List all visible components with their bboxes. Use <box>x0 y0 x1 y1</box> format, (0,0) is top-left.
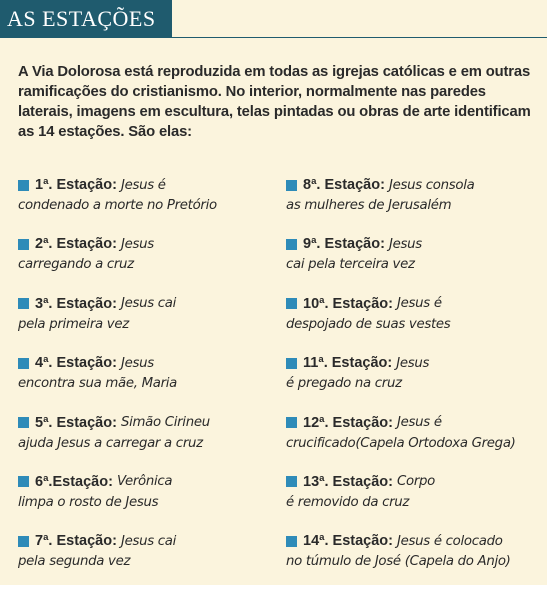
bullet-square-icon <box>18 417 29 428</box>
page-title: AS ESTAÇÕES <box>7 6 156 31</box>
station-description-cont: é removido da cruz <box>286 494 410 510</box>
station-item-6 <box>18 471 283 530</box>
station-label: 1ª. Estação: <box>35 177 117 193</box>
bullet-square-icon <box>286 417 297 428</box>
intro-paragraph: A Via Dolorosa está reproduzida em todas as igrejas católicas e em outras ramificações do cristianismo. No interior, normalmente nas paredes laterais, imagens em escultura, telas pintadas ou obras de arte identificam as 14 estações. São elas: <box>18 64 531 140</box>
station-description-cont: pela primeira vez <box>18 316 129 332</box>
station-description: Corpo <box>397 474 435 490</box>
station-description-cont: no túmulo de José (Capela do Anjo) <box>286 554 511 570</box>
station-label: 9ª. Estação: <box>303 236 385 253</box>
station-description-cont: cai pela terceira vez <box>286 257 415 273</box>
station-label: 7ª. Estação: <box>35 533 117 550</box>
header-bar <box>0 0 172 38</box>
station-description: Jesus é <box>120 177 166 193</box>
stations-right-column <box>286 174 544 590</box>
station-description: Jesus é <box>397 415 442 431</box>
station-description-cont: crucificado(Capela Ortodoxa Grega) <box>286 435 516 451</box>
bullet-square-icon <box>18 536 29 547</box>
bullet-square-icon <box>286 239 297 250</box>
station-item-9 <box>286 233 544 292</box>
station-item-12 <box>286 412 544 471</box>
station-description: Jesus <box>120 355 154 371</box>
station-item-14 <box>286 530 544 589</box>
bullet-square-icon <box>18 239 29 250</box>
bullet-square-icon <box>286 536 297 547</box>
station-item-5 <box>18 412 283 471</box>
station-item-1 <box>18 174 283 233</box>
station-label: 6ª.Estação: <box>35 473 113 490</box>
bullet-square-icon <box>18 476 29 487</box>
station-label: 13ª. Estação: <box>303 473 393 490</box>
station-description: Jesus é <box>397 296 442 312</box>
station-label: 3ª. Estação: <box>35 295 117 312</box>
station-label: 12ª. Estação: <box>303 414 393 431</box>
station-label: 10ª. Estação: <box>303 295 393 312</box>
station-description: Jesus <box>396 355 430 371</box>
station-item-8 <box>286 174 544 233</box>
station-description: Verônica <box>116 474 173 490</box>
station-description-cont: encontra sua mãe, Maria <box>18 376 178 392</box>
stations-left-column <box>18 174 283 590</box>
bullet-square-icon <box>286 476 297 487</box>
station-item-3 <box>18 293 283 352</box>
station-description-cont: as mulheres de Jerusalém <box>286 198 452 213</box>
station-item-7 <box>18 530 283 589</box>
station-description: Jesus <box>388 236 422 252</box>
station-description-cont: carregando a cruz <box>18 257 134 273</box>
station-description: Jesus cai <box>120 533 177 549</box>
station-description: Jesus é colocado <box>397 533 503 549</box>
station-description-cont: despojado de suas vestes <box>286 316 451 332</box>
station-label: 11ª. Estação: <box>303 355 393 372</box>
station-description: Jesus consola <box>388 177 475 193</box>
station-description-cont: limpa o rosto de Jesus <box>18 494 159 510</box>
station-description: Jesus cai <box>120 296 177 312</box>
bullet-square-icon <box>286 298 297 309</box>
station-label: 8ª. Estação: <box>303 177 385 193</box>
station-description-cont: ajuda Jesus a carregar a cruz <box>18 435 203 451</box>
bullet-square-icon <box>18 180 29 191</box>
station-description-cont: condenado a morte no Pretório <box>18 198 217 213</box>
station-item-2 <box>18 233 283 292</box>
bullet-square-icon <box>18 298 29 309</box>
station-description: Jesus <box>120 236 154 252</box>
station-item-11 <box>286 352 544 411</box>
bullet-square-icon <box>286 180 297 191</box>
station-label: 4ª. Estação: <box>35 355 117 372</box>
station-label: 5ª. Estação: <box>35 414 117 431</box>
station-item-13 <box>286 471 544 530</box>
station-label: 2ª. Estação: <box>35 236 117 253</box>
bullet-square-icon <box>18 358 29 369</box>
station-item-4 <box>18 352 283 411</box>
station-label: 14ª. Estação: <box>303 533 393 550</box>
station-description: Simão Cirineu <box>120 415 210 431</box>
header-rule <box>172 37 547 38</box>
bullet-square-icon <box>286 358 297 369</box>
station-item-10 <box>286 293 544 352</box>
station-description-cont: pela segunda vez <box>18 554 131 570</box>
station-description-cont: é pregado na cruz <box>286 376 402 392</box>
